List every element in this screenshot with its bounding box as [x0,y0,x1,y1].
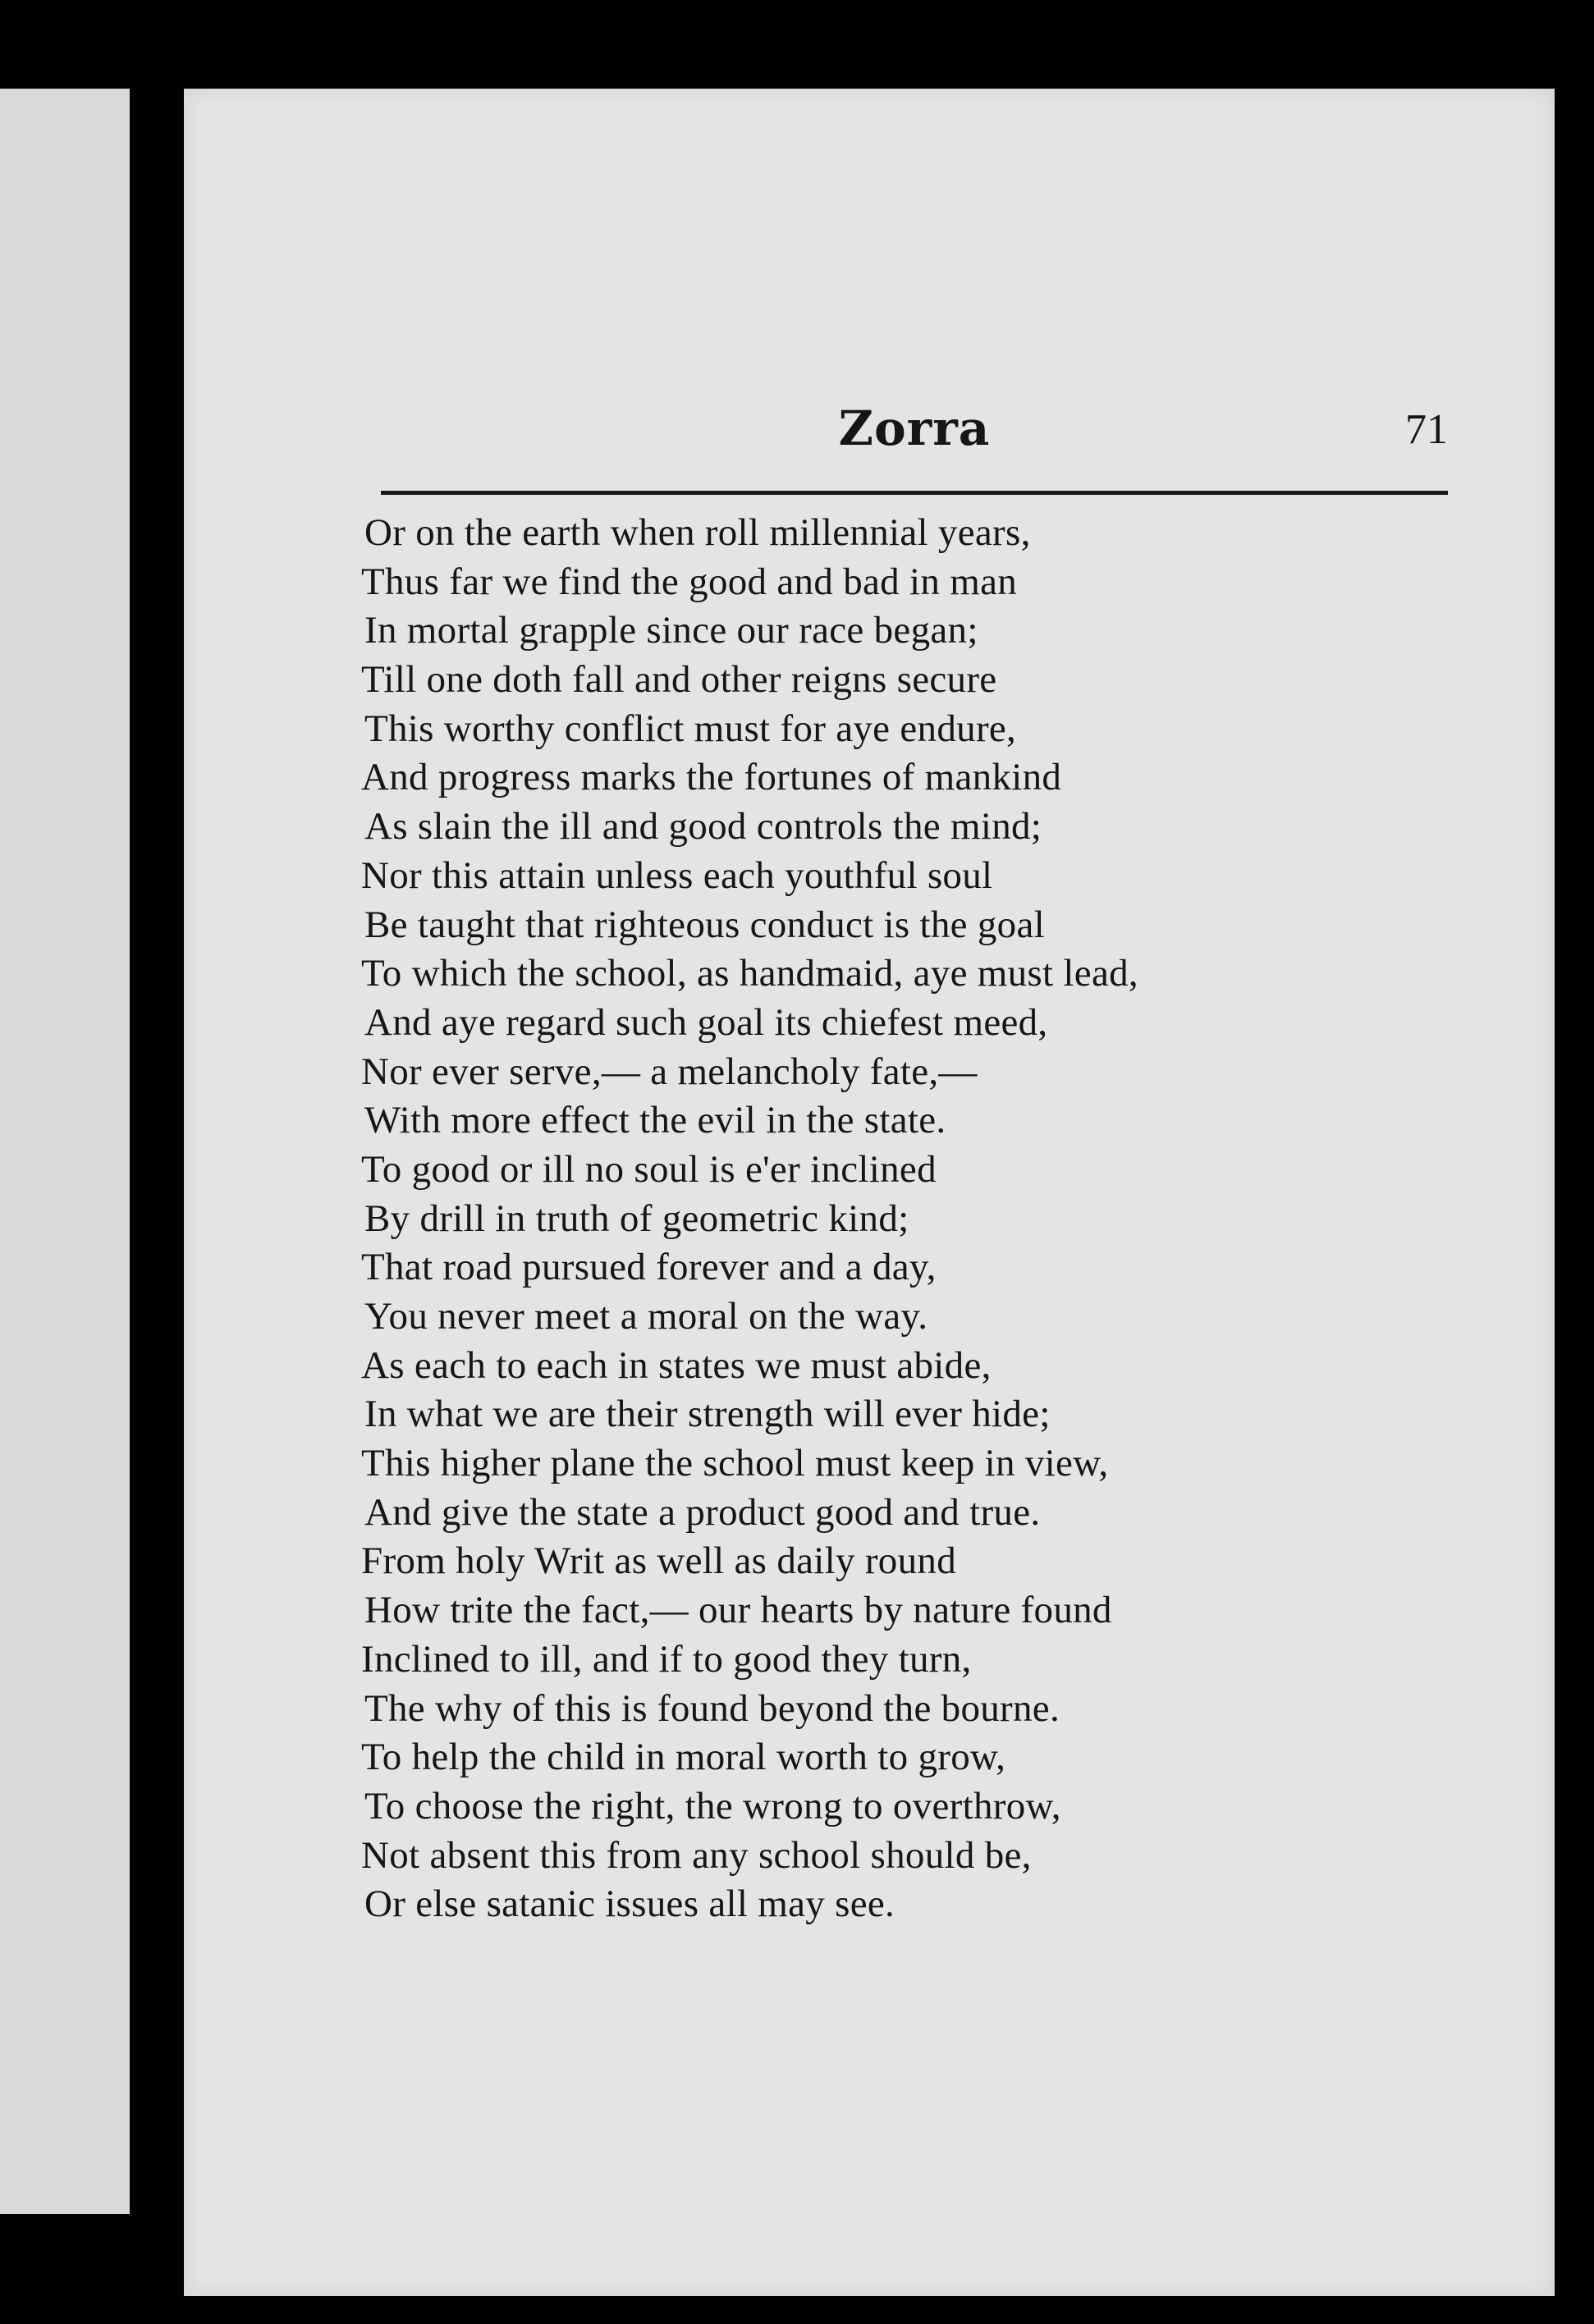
poem-line: This higher plane the school must keep in view, [361,1442,1109,1485]
poem-line: Thus far we find the good and bad in man [361,560,1018,603]
poem-line: That road pursued forever and a day, [361,1246,937,1289]
poem-line: Be taught that righteous conduct is the goal [364,903,1045,946]
poem-line: The why of this is found beyond the bourne. [364,1686,1060,1730]
poem-line: And aye regard such goal its chiefest meed, [364,1000,1048,1044]
poem-line: Or on the earth when roll millennial years, [364,511,1031,554]
poem-line: This worthy conflict must for aye endure, [364,707,1017,750]
header-rule [381,491,1448,495]
poem-line: To which the school, as handmaid, aye must lead, [361,952,1138,995]
poem-line: To choose the right, the wrong to overthrow, [364,1784,1061,1828]
poem-line: Inclined to ill, and if to good they turn, [361,1637,972,1681]
poem-line: Not absent this from any school should be, [361,1833,1032,1877]
poem-line: In mortal grapple since our race began; [364,609,978,652]
poem-line: How trite the fact,— our hearts by nature found [364,1589,1112,1632]
poem-line: With more effect the evil in the state. [364,1099,946,1142]
poem-line: And progress marks the fortunes of mankind [361,756,1062,799]
running-head-title: Zorra [838,400,991,456]
poem-line: Or else satanic issues all may see. [364,1883,895,1926]
poem-line: Till one doth fall and other reigns secure [361,658,997,702]
poem-line: In what we are their strength will ever hide; [364,1393,1051,1436]
poem-line: You never meet a moral on the way. [364,1295,928,1338]
poem-line: To good or ill no soul is e'er inclined [361,1147,937,1191]
poem-line: By drill in truth of geometric kind; [364,1196,909,1240]
poem-line: And give the state a product good and true. [364,1490,1041,1534]
poem-line: To help the child in moral worth to grow, [361,1736,1006,1779]
poem-line: Nor ever serve,— a melancholy fate,— [361,1050,978,1093]
poem-line: From holy Writ as well as daily round [361,1539,957,1583]
book-page [184,89,1555,2296]
running-head [381,400,1448,466]
poem-line: As slain the ill and good controls the mind; [364,805,1042,849]
poem-line: As each to each in states we must abide, [361,1343,992,1387]
poem-line: Nor this attain unless each youthful soul [361,853,993,897]
facing-page-edge [0,89,130,2214]
poem-body [361,509,1497,1929]
page-number: 71 [1405,406,1448,453]
